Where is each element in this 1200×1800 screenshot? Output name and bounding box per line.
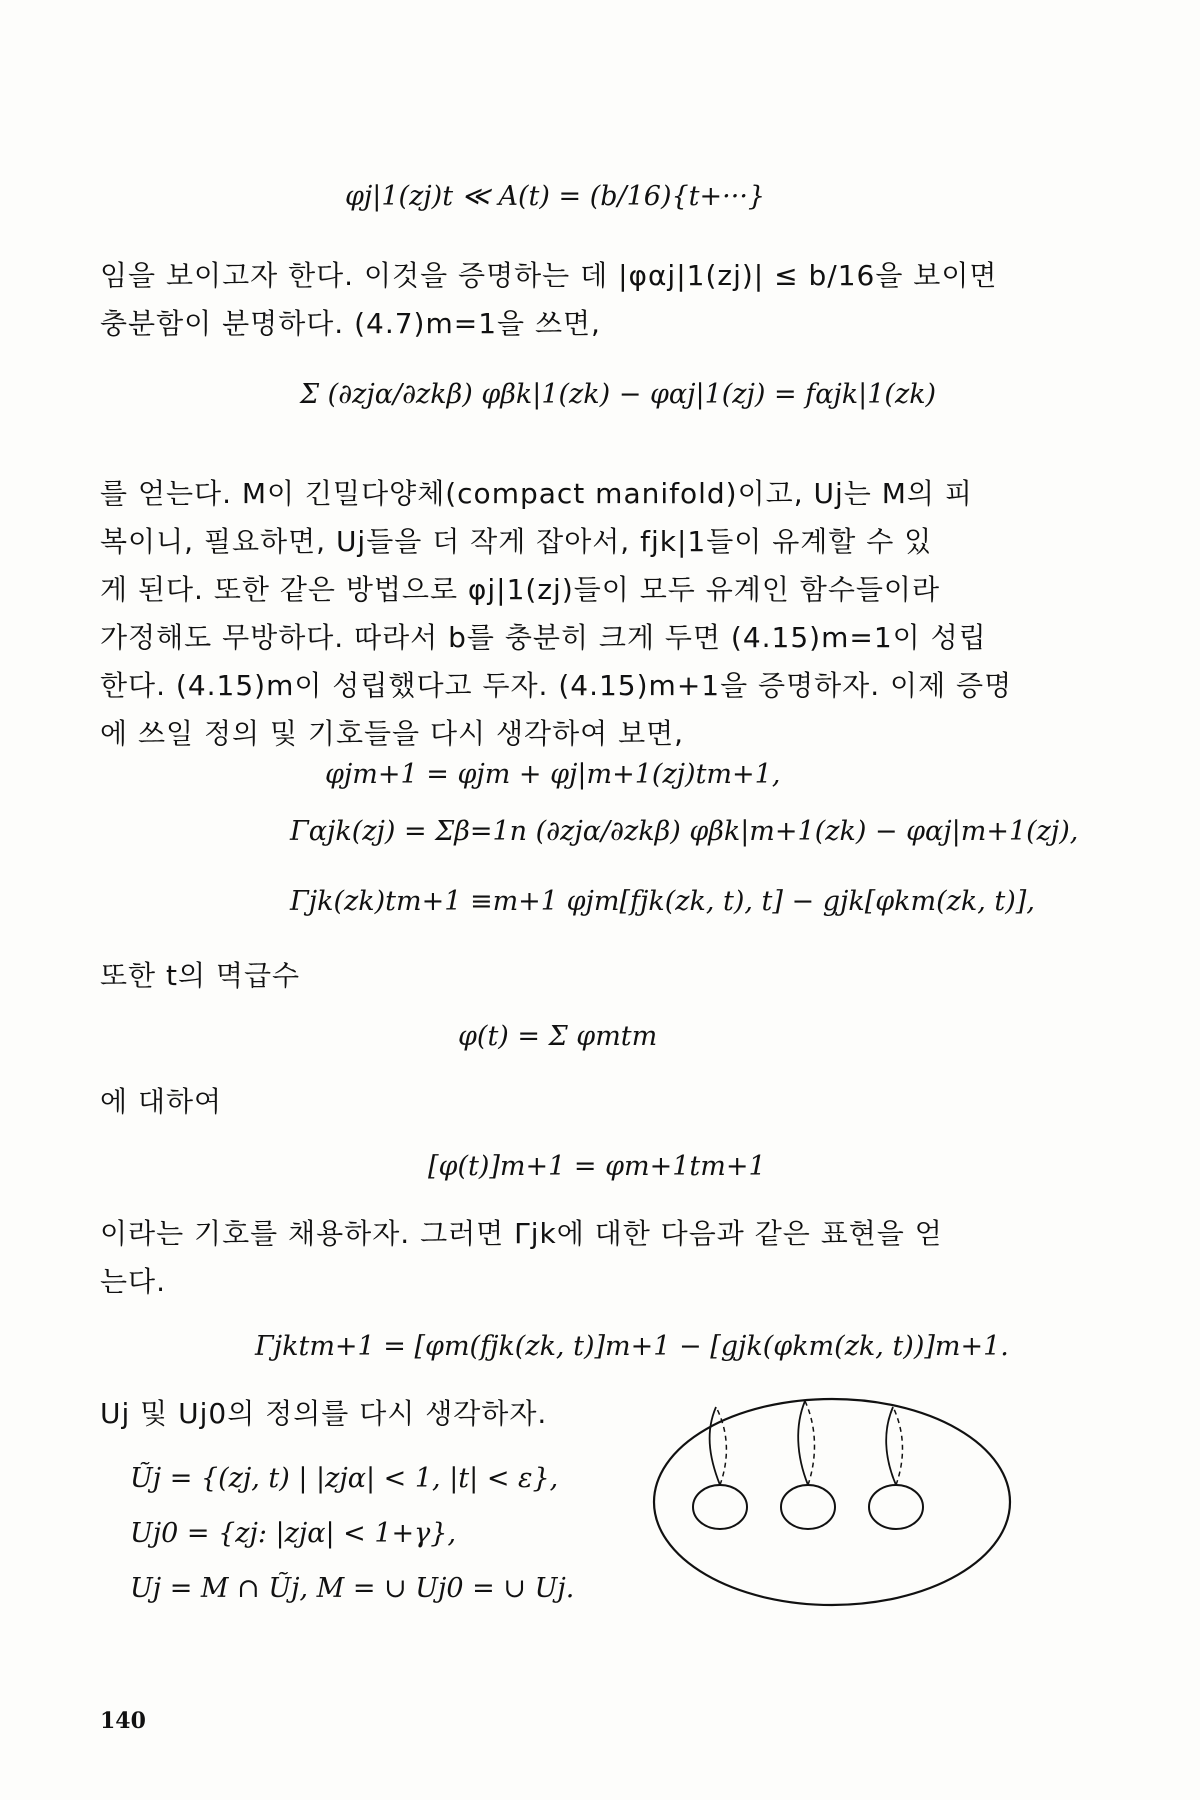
paragraph-5-line-1: 이라는 기호를 채용하자. 그러면 Γjk에 대한 다음과 같은 표현을 얻 [100, 1217, 943, 1250]
equation-bracket: [φ(t)]m+1 = φm+1tm+1 [428, 1151, 766, 1182]
paragraph-1-line-2: 충분함이 분명하다. (4.7)m=1을 쓰면, [100, 307, 601, 340]
fiber-loop-2-solid [798, 1401, 808, 1485]
equation-sum: Σ (∂zjα/∂zkβ) φβk|1(zk) − φαj|1(zj) = fαjk|1(zk) [300, 379, 937, 410]
equation-gamma-1: Γαjk(zj) = Σβ=1n (∂zjα/∂zkβ) φβk|m+1(zk) − φαj|m+1(zj), [290, 816, 1079, 847]
paragraph-5 [100, 1210, 1015, 1306]
fiber-circle-3 [869, 1485, 923, 1529]
paragraph-5-line-2: 는다. [100, 1265, 166, 1298]
equation-series: φ(t) = Σ φmtm [458, 1021, 658, 1052]
paragraph-6 [100, 1390, 620, 1438]
page-number: 140 [100, 1708, 146, 1734]
paragraph-1-line-1: 임을 보이고자 한다. 이것을 증명하는 데 |φαj|1(zj)| ≤ b/16을 보이면 [100, 259, 998, 292]
paragraph-2 [100, 470, 1015, 758]
paragraph-3-line: 또한 t의 멱급수 [100, 959, 301, 992]
fiber-loop-2-dashed [805, 1401, 814, 1485]
paragraph-3 [100, 952, 1015, 1000]
equation-top: φj|1(zj)t ≪ A(t) = (b/16){t+···} [345, 181, 766, 212]
paragraph-1 [100, 252, 1015, 348]
fiber-circle-2 [781, 1485, 835, 1529]
paragraph-2-line-4: 가정해도 무방하다. 따라서 b를 충분히 크게 두면 (4.15)m=1이 성립 [100, 621, 987, 654]
paragraph-2-line-6: 에 쓰일 정의 및 기호들을 다시 생각하여 보면, [100, 717, 685, 750]
paragraph-2-line-3: 게 된다. 또한 같은 방법으로 φj|1(zj)들이 모두 유계인 함수들이라 [100, 573, 941, 606]
paragraph-4 [100, 1078, 1015, 1126]
paragraph-2-line-5: 한다. (4.15)m이 성립했다고 두자. (4.15)m+1을 증명하자. 이제 증명 [100, 669, 1013, 702]
fiber-loop-1-solid [710, 1407, 720, 1485]
paragraph-2-line-2: 복이니, 필요하면, Uj들을 더 작게 잡아서, fjk|1들이 유계할 수 있 [100, 525, 933, 558]
manifold-diagram [650, 1395, 1015, 1610]
paragraph-4-line: 에 대하여 [100, 1085, 223, 1118]
fiber-circle-1 [693, 1485, 747, 1529]
fiber-loop-3-solid [886, 1407, 896, 1485]
equation-gamma-2: Γjk(zk)tm+1 ≡m+1 φjm[fjk(zk, t), t] − gjk[φkm(zk, t)], [290, 886, 1035, 917]
equation-uj-tilde: Ũj = {(zj, t) | |zjα| < 1, |t| < ε}, [130, 1463, 559, 1494]
paragraph-2-line-1: 를 얻는다. M이 긴밀다양체(compact manifold)이고, Uj는 M의 피 [100, 477, 973, 510]
manifold-outer-ellipse [654, 1399, 1010, 1605]
equation-gamma-3: Γjktm+1 = [φm(fjk(zk, t)]m+1 − [gjk(φkm(zk, t))]m+1. [255, 1331, 1009, 1362]
fiber-loop-3-dashed [893, 1407, 902, 1485]
equation-phi-m1: φjm+1 = φjm + φj|m+1(zj)tm+1, [325, 759, 781, 790]
equation-uj0: Uj0 = {zj: |zjα| < 1+γ}, [130, 1518, 457, 1549]
paragraph-6-line: Uj 및 Uj0의 정의를 다시 생각하자. [100, 1397, 548, 1430]
equation-uj: Uj = M ∩ Ũj, M = ∪ Uj0 = ∪ Uj. [130, 1573, 575, 1604]
